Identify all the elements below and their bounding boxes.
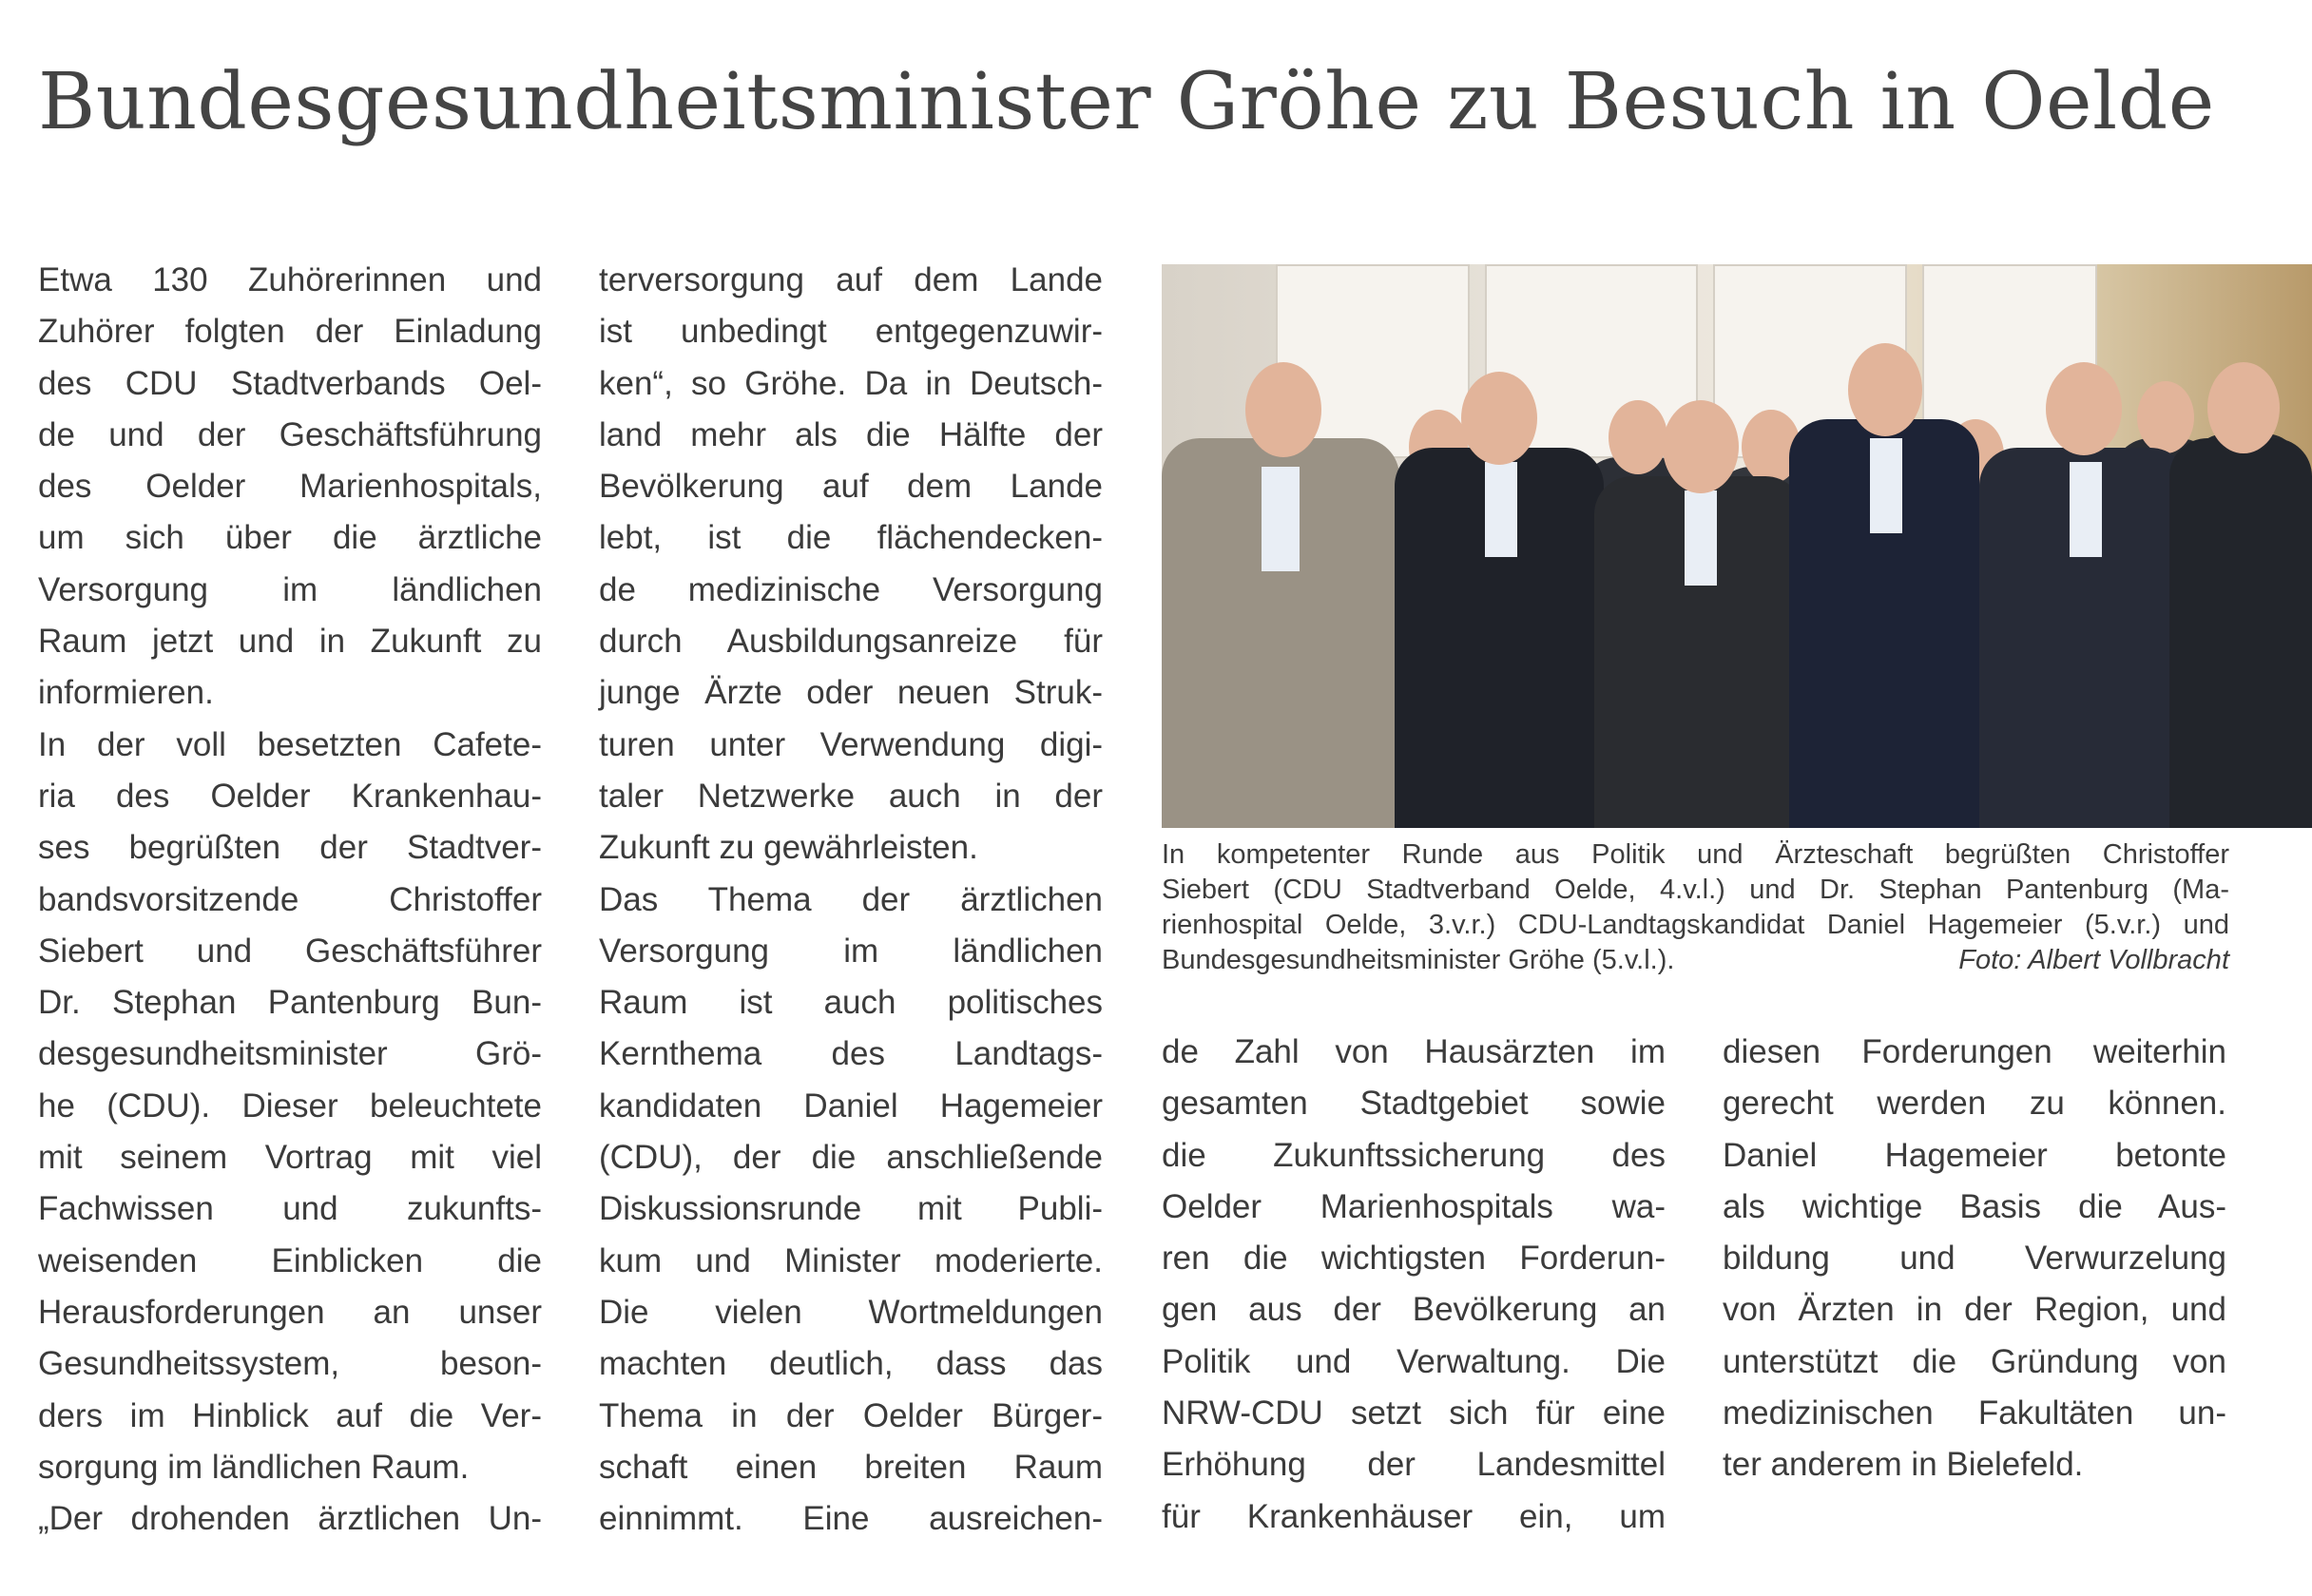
photo-caption bbox=[1162, 837, 2229, 978]
text-line: Etwa 130 Zuhörerinnen und bbox=[38, 261, 542, 298]
text-line: bandsvorsitzende Christoffer bbox=[38, 880, 542, 918]
text-line: weisenden Einblicken die bbox=[38, 1241, 542, 1279]
text-line: ist unbedingt entgegenzuwir- bbox=[599, 313, 1103, 351]
text-line: de und der Geschäftsführung bbox=[38, 415, 542, 453]
article-column-1 bbox=[38, 255, 542, 1545]
text-line: schaft einen breiten Raum bbox=[599, 1448, 1103, 1486]
text-line: Dr. Stephan Pantenburg Bun- bbox=[38, 984, 542, 1022]
text-line: Bevölkerung auf dem Lande bbox=[599, 468, 1103, 506]
text-line: Kernthema des Landtags- bbox=[599, 1035, 1103, 1073]
text-line: ken“, so Gröhe. Da in Deutsch- bbox=[599, 364, 1103, 402]
text-line: die Zukunftssicherung des bbox=[1162, 1136, 1666, 1174]
text-line: ter anderem in Bielefeld. bbox=[1723, 1446, 2084, 1484]
text-line: mit seinem Vortrag mit viel bbox=[38, 1139, 542, 1177]
text-line: „Der drohenden ärztlichen Un- bbox=[38, 1500, 542, 1538]
text-line: desgesundheitsminister Grö- bbox=[38, 1035, 542, 1073]
headline: Bundesgesundheitsminister Gröhe zu Besuch in Oelde bbox=[38, 57, 2215, 147]
photo-person bbox=[1594, 391, 1803, 828]
text-line: Diskussionsrunde mit Publi- bbox=[599, 1190, 1103, 1228]
caption-line bbox=[1162, 943, 2229, 978]
text-line: NRW-CDU setzt sich für eine bbox=[1162, 1394, 1666, 1433]
text-line: Die vielen Wortmeldungen bbox=[599, 1293, 1103, 1331]
text-line: als wichtige Basis die Aus- bbox=[1723, 1187, 2226, 1225]
text-line: Versorgung im ländlichen bbox=[38, 570, 542, 608]
group-photo bbox=[1162, 264, 2312, 828]
caption-line: In kompetenter Runde aus Politik und Ärzteschaft begrüßten Christoffer bbox=[1162, 839, 2229, 870]
photo-person bbox=[1162, 353, 1399, 828]
caption-line: rienhospital Oelde, 3.v.r.) CDU-Landtagskandidat Daniel Hagemeier (5.v.r.) und bbox=[1162, 910, 2229, 940]
text-line: (CDU), der die anschließende bbox=[599, 1139, 1103, 1177]
text-line: de Zahl von Hausärzten im bbox=[1162, 1033, 1666, 1070]
text-line: terversorgung auf dem Lande bbox=[599, 261, 1103, 298]
text-line: gesamten Stadtgebiet sowie bbox=[1162, 1085, 1666, 1123]
text-line: um sich über die ärztliche bbox=[38, 519, 542, 557]
text-line: kandidaten Daniel Hagemeier bbox=[599, 1086, 1103, 1125]
text-line: Thema in der Oelder Bürger- bbox=[599, 1396, 1103, 1434]
text-line: lebt, ist die flächendecken- bbox=[599, 519, 1103, 557]
text-line: Herausforderungen an unser bbox=[38, 1293, 542, 1331]
text-line: sorgung im ländlichen Raum. bbox=[38, 1448, 470, 1486]
text-line: Siebert und Geschäftsführer bbox=[38, 932, 542, 970]
text-line: Das Thema der ärztlichen bbox=[599, 880, 1103, 918]
text-line: Erhöhung der Landesmittel bbox=[1162, 1446, 1666, 1484]
photo-person bbox=[1395, 353, 1604, 828]
text-line: In der voll besetzten Cafete- bbox=[38, 725, 542, 763]
text-line: Raum jetzt und in Zukunft zu bbox=[38, 623, 542, 661]
text-line: Zukunft zu gewährleisten. bbox=[599, 829, 978, 867]
text-line: Fachwissen und zukunfts- bbox=[38, 1190, 542, 1228]
text-line: Zuhörer folgten der Einladung bbox=[38, 313, 542, 351]
text-line: he (CDU). Dieser beleuchtete bbox=[38, 1086, 542, 1125]
text-line: taler Netzwerke auch in der bbox=[599, 777, 1103, 815]
text-line: ren die wichtigsten Forderun- bbox=[1162, 1240, 1666, 1278]
photo-person bbox=[1979, 353, 2188, 828]
text-line: informieren. bbox=[38, 674, 214, 712]
text-line: durch Ausbildungsanreize für bbox=[599, 623, 1103, 661]
text-line: des CDU Stadtverbands Oel- bbox=[38, 364, 542, 402]
text-line: gen aus der Bevölkerung an bbox=[1162, 1291, 1666, 1329]
text-line: gerecht werden zu können. bbox=[1723, 1085, 2226, 1123]
article-column-4 bbox=[1723, 1027, 2226, 1491]
caption-text: Bundesgesundheitsminister Gröhe (5.v.l.). bbox=[1162, 945, 1675, 975]
text-line: ders im Hinblick auf die Ver- bbox=[38, 1396, 542, 1434]
caption-line: Siebert (CDU Stadtverband Oelde, 4.v.l.) und Dr. Stephan Pantenburg (Ma- bbox=[1162, 875, 2229, 905]
text-line: kum und Minister moderierte. bbox=[599, 1241, 1103, 1279]
text-line: machten deutlich, dass das bbox=[599, 1345, 1103, 1383]
text-line: ses begrüßten der Stadtver- bbox=[38, 829, 542, 867]
text-line: diesen Forderungen weiterhin bbox=[1723, 1033, 2226, 1070]
article-column-2 bbox=[599, 255, 1103, 1545]
article-column-3 bbox=[1162, 1027, 1666, 1543]
text-line: ria des Oelder Krankenhau- bbox=[38, 777, 542, 815]
text-line: Oelder Marienhospitals wa- bbox=[1162, 1187, 1666, 1225]
text-line: Versorgung im ländlichen bbox=[599, 932, 1103, 970]
text-line: medizinischen Fakultäten un- bbox=[1723, 1394, 2226, 1433]
photo-person bbox=[1789, 324, 1979, 828]
text-line: Politik und Verwaltung. Die bbox=[1162, 1342, 1666, 1380]
text-line: für Krankenhäuser ein, um bbox=[1162, 1497, 1666, 1535]
text-line: de medizinische Versorgung bbox=[599, 570, 1103, 608]
text-line: unterstützt die Gründung von bbox=[1723, 1342, 2226, 1380]
text-line: Daniel Hagemeier betonte bbox=[1723, 1136, 2226, 1174]
photo-person bbox=[2169, 353, 2312, 828]
text-line: junge Ärzte oder neuen Struk- bbox=[599, 674, 1103, 712]
text-line: Raum ist auch politisches bbox=[599, 984, 1103, 1022]
text-line: bildung und Verwurzelung bbox=[1723, 1240, 2226, 1278]
text-line: des Oelder Marienhospitals, bbox=[38, 468, 542, 506]
photo-credit: Foto: Albert Vollbracht bbox=[1958, 945, 2229, 975]
text-line: von Ärzten in der Region, und bbox=[1723, 1291, 2226, 1329]
text-line: turen unter Verwendung digi- bbox=[599, 725, 1103, 763]
text-line: einnimmt. Eine ausreichen- bbox=[599, 1500, 1103, 1538]
text-line: Gesundheitssystem, beson- bbox=[38, 1345, 542, 1383]
text-line: land mehr als die Hälfte der bbox=[599, 415, 1103, 453]
